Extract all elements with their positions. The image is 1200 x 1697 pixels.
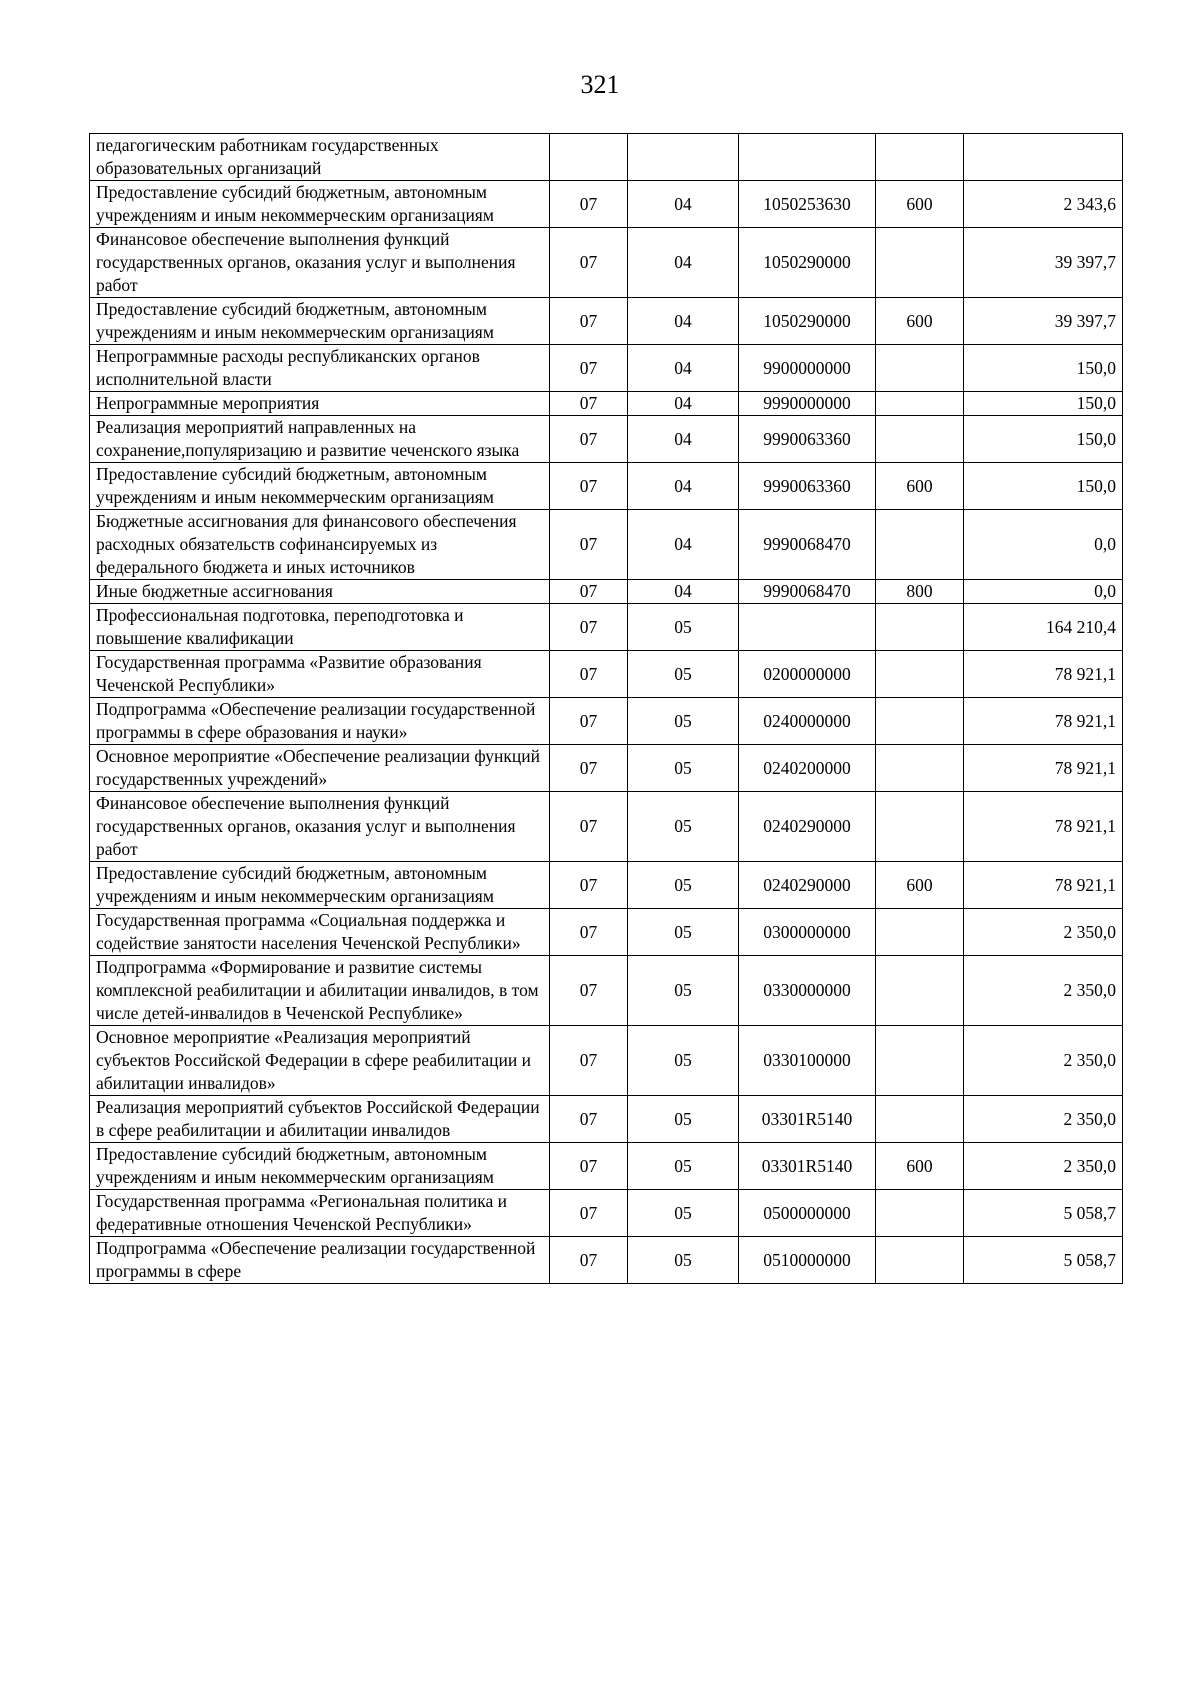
row-name: Основное мероприятие «Обеспечение реализации функций государственных учреждений» (90, 745, 550, 792)
row-name: Предоставление субсидий бюджетным, автономным учреждениям и иным некоммерческим организациям (90, 862, 550, 909)
row-target-code: 1050253630 (739, 181, 876, 228)
row-section: 07 (550, 792, 628, 862)
row-target-code: 0330100000 (739, 1026, 876, 1096)
row-section: 07 (550, 416, 628, 463)
row-name: Реализация мероприятий субъектов Российской Федерации в сфере реабилитации и абилитации инвалидов (90, 1096, 550, 1143)
row-section: 07 (550, 1096, 628, 1143)
table-row (90, 1237, 1123, 1284)
row-section: 07 (550, 698, 628, 745)
row-name: Подпрограмма «Обеспечение реализации государственной программы в сфере (90, 1237, 550, 1284)
row-target-code: 0200000000 (739, 651, 876, 698)
row-amount: 150,0 (964, 416, 1123, 463)
row-amount: 2 350,0 (964, 909, 1123, 956)
row-section: 07 (550, 862, 628, 909)
table-row (90, 463, 1123, 510)
row-amount: 164 210,4 (964, 604, 1123, 651)
row-subsection: 05 (628, 862, 739, 909)
row-expense-type (876, 1096, 964, 1143)
row-expense-type (876, 510, 964, 580)
row-target-code: 0330000000 (739, 956, 876, 1026)
row-amount (964, 134, 1123, 181)
table-row (90, 181, 1123, 228)
row-name: Предоставление субсидий бюджетным, автономным учреждениям и иным некоммерческим организациям (90, 298, 550, 345)
row-subsection: 04 (628, 392, 739, 416)
row-expense-type (876, 345, 964, 392)
row-target-code: 0300000000 (739, 909, 876, 956)
row-subsection: 05 (628, 1026, 739, 1096)
row-target-code: 1050290000 (739, 228, 876, 298)
row-subsection: 04 (628, 580, 739, 604)
row-section (550, 134, 628, 181)
row-target-code: 9990000000 (739, 392, 876, 416)
row-expense-type (876, 134, 964, 181)
row-expense-type (876, 1026, 964, 1096)
row-section: 07 (550, 228, 628, 298)
row-subsection: 04 (628, 298, 739, 345)
row-name: Профессиональная подготовка, переподготовка и повышение квалификации (90, 604, 550, 651)
row-subsection: 04 (628, 463, 739, 510)
row-amount: 5 058,7 (964, 1190, 1123, 1237)
row-expense-type: 600 (876, 181, 964, 228)
row-name: Бюджетные ассигнования для финансового обеспечения расходных обязательств софинансируемых из федерального бюджета и иных источников (90, 510, 550, 580)
row-target-code: 0240000000 (739, 698, 876, 745)
table-row (90, 416, 1123, 463)
row-name: Предоставление субсидий бюджетным, автономным учреждениям и иным некоммерческим организациям (90, 463, 550, 510)
row-amount: 0,0 (964, 580, 1123, 604)
row-section: 07 (550, 909, 628, 956)
row-amount: 2 343,6 (964, 181, 1123, 228)
row-name: Государственная программа «Развитие образования Чеченской Республики» (90, 651, 550, 698)
row-subsection: 05 (628, 651, 739, 698)
table-row (90, 698, 1123, 745)
row-subsection: 05 (628, 604, 739, 651)
row-section: 07 (550, 1237, 628, 1284)
row-section: 07 (550, 604, 628, 651)
row-section: 07 (550, 463, 628, 510)
row-subsection: 05 (628, 1143, 739, 1190)
row-name: Иные бюджетные ассигнования (90, 580, 550, 604)
row-name: Государственная программа «Региональная политика и федеративные отношения Чеченской Республики» (90, 1190, 550, 1237)
row-name: Подпрограмма «Формирование и развитие системы комплексной реабилитации и абилитации инвалидов, в том числе детей-инвалидов в Чеченской Республике» (90, 956, 550, 1026)
row-target-code: 9990068470 (739, 580, 876, 604)
row-target-code: 9900000000 (739, 345, 876, 392)
row-expense-type (876, 651, 964, 698)
row-expense-type (876, 956, 964, 1026)
row-amount: 78 921,1 (964, 792, 1123, 862)
table-row (90, 651, 1123, 698)
row-expense-type (876, 698, 964, 745)
row-expense-type (876, 909, 964, 956)
row-target-code: 9990068470 (739, 510, 876, 580)
row-amount: 2 350,0 (964, 1096, 1123, 1143)
row-subsection: 05 (628, 1096, 739, 1143)
row-subsection: 05 (628, 745, 739, 792)
row-section: 07 (550, 745, 628, 792)
row-target-code: 03301R5140 (739, 1143, 876, 1190)
table-row (90, 745, 1123, 792)
row-target-code: 9990063360 (739, 463, 876, 510)
row-name: Финансовое обеспечение выполнения функций государственных органов, оказания услуг и выполнения работ (90, 792, 550, 862)
row-target-code: 0240290000 (739, 792, 876, 862)
table-row (90, 909, 1123, 956)
row-amount: 0,0 (964, 510, 1123, 580)
row-section: 07 (550, 651, 628, 698)
row-expense-type (876, 792, 964, 862)
table-row (90, 1096, 1123, 1143)
row-expense-type (876, 416, 964, 463)
row-amount: 78 921,1 (964, 745, 1123, 792)
row-target-code (739, 134, 876, 181)
row-expense-type: 600 (876, 862, 964, 909)
row-target-code: 0240200000 (739, 745, 876, 792)
table-row (90, 1026, 1123, 1096)
row-name: Государственная программа «Социальная поддержка и содействие занятости населения Чеченской Республики» (90, 909, 550, 956)
row-target-code: 0510000000 (739, 1237, 876, 1284)
row-section: 07 (550, 510, 628, 580)
table-row (90, 1143, 1123, 1190)
row-target-code (739, 604, 876, 651)
row-amount: 78 921,1 (964, 862, 1123, 909)
table-row (90, 1190, 1123, 1237)
row-name: Подпрограмма «Обеспечение реализации государственной программы в сфере образования и науки» (90, 698, 550, 745)
row-name: Реализация мероприятий направленных на сохранение,популяризацию и развитие чеченского языка (90, 416, 550, 463)
row-expense-type (876, 1190, 964, 1237)
budget-table (89, 133, 1123, 1284)
row-subsection: 05 (628, 909, 739, 956)
table-row (90, 580, 1123, 604)
row-amount: 150,0 (964, 392, 1123, 416)
table-row (90, 345, 1123, 392)
table-row (90, 792, 1123, 862)
row-name: Предоставление субсидий бюджетным, автономным учреждениям и иным некоммерческим организациям (90, 1143, 550, 1190)
table-row (90, 134, 1123, 181)
row-amount: 78 921,1 (964, 698, 1123, 745)
row-expense-type: 800 (876, 580, 964, 604)
row-expense-type: 600 (876, 1143, 964, 1190)
row-amount: 39 397,7 (964, 228, 1123, 298)
row-expense-type: 600 (876, 463, 964, 510)
row-section: 07 (550, 181, 628, 228)
row-section: 07 (550, 956, 628, 1026)
row-amount: 2 350,0 (964, 1143, 1123, 1190)
row-section: 07 (550, 1190, 628, 1237)
row-expense-type (876, 392, 964, 416)
row-subsection: 05 (628, 792, 739, 862)
row-name: Основное мероприятие «Реализация мероприятий субъектов Российской Федерации в сфере реабилитации и абилитации инвалидов» (90, 1026, 550, 1096)
row-section: 07 (550, 345, 628, 392)
row-amount: 150,0 (964, 345, 1123, 392)
row-amount: 5 058,7 (964, 1237, 1123, 1284)
row-subsection: 04 (628, 345, 739, 392)
row-target-code: 03301R5140 (739, 1096, 876, 1143)
row-subsection: 05 (628, 1190, 739, 1237)
row-target-code: 9990063360 (739, 416, 876, 463)
row-amount: 2 350,0 (964, 956, 1123, 1026)
row-subsection: 05 (628, 698, 739, 745)
table-row (90, 862, 1123, 909)
row-subsection (628, 134, 739, 181)
row-subsection: 04 (628, 510, 739, 580)
row-target-code: 0240290000 (739, 862, 876, 909)
row-name: Финансовое обеспечение выполнения функций государственных органов, оказания услуг и выполнения работ (90, 228, 550, 298)
row-expense-type: 600 (876, 298, 964, 345)
row-name: педагогическим работникам государственных образовательных организаций (90, 134, 550, 181)
row-name: Предоставление субсидий бюджетным, автономным учреждениям и иным некоммерческим организациям (90, 181, 550, 228)
row-name: Непрограммные мероприятия (90, 392, 550, 416)
row-expense-type (876, 228, 964, 298)
row-section: 07 (550, 298, 628, 345)
row-expense-type (876, 1237, 964, 1284)
row-subsection: 04 (628, 416, 739, 463)
row-subsection: 04 (628, 181, 739, 228)
row-amount: 2 350,0 (964, 1026, 1123, 1096)
row-amount: 78 921,1 (964, 651, 1123, 698)
table-row (90, 956, 1123, 1026)
row-section: 07 (550, 1143, 628, 1190)
table-row (90, 228, 1123, 298)
row-expense-type (876, 604, 964, 651)
row-name: Непрограммные расходы республиканских органов исполнительной власти (90, 345, 550, 392)
table-row (90, 604, 1123, 651)
row-subsection: 04 (628, 228, 739, 298)
row-amount: 150,0 (964, 463, 1123, 510)
row-target-code: 0500000000 (739, 1190, 876, 1237)
row-section: 07 (550, 392, 628, 416)
row-section: 07 (550, 580, 628, 604)
row-subsection: 05 (628, 956, 739, 1026)
row-amount: 39 397,7 (964, 298, 1123, 345)
table-row (90, 298, 1123, 345)
row-section: 07 (550, 1026, 628, 1096)
table-row (90, 510, 1123, 580)
table-row (90, 392, 1123, 416)
row-target-code: 1050290000 (739, 298, 876, 345)
page-number: 321 (580, 70, 620, 99)
row-expense-type (876, 745, 964, 792)
row-subsection: 05 (628, 1237, 739, 1284)
